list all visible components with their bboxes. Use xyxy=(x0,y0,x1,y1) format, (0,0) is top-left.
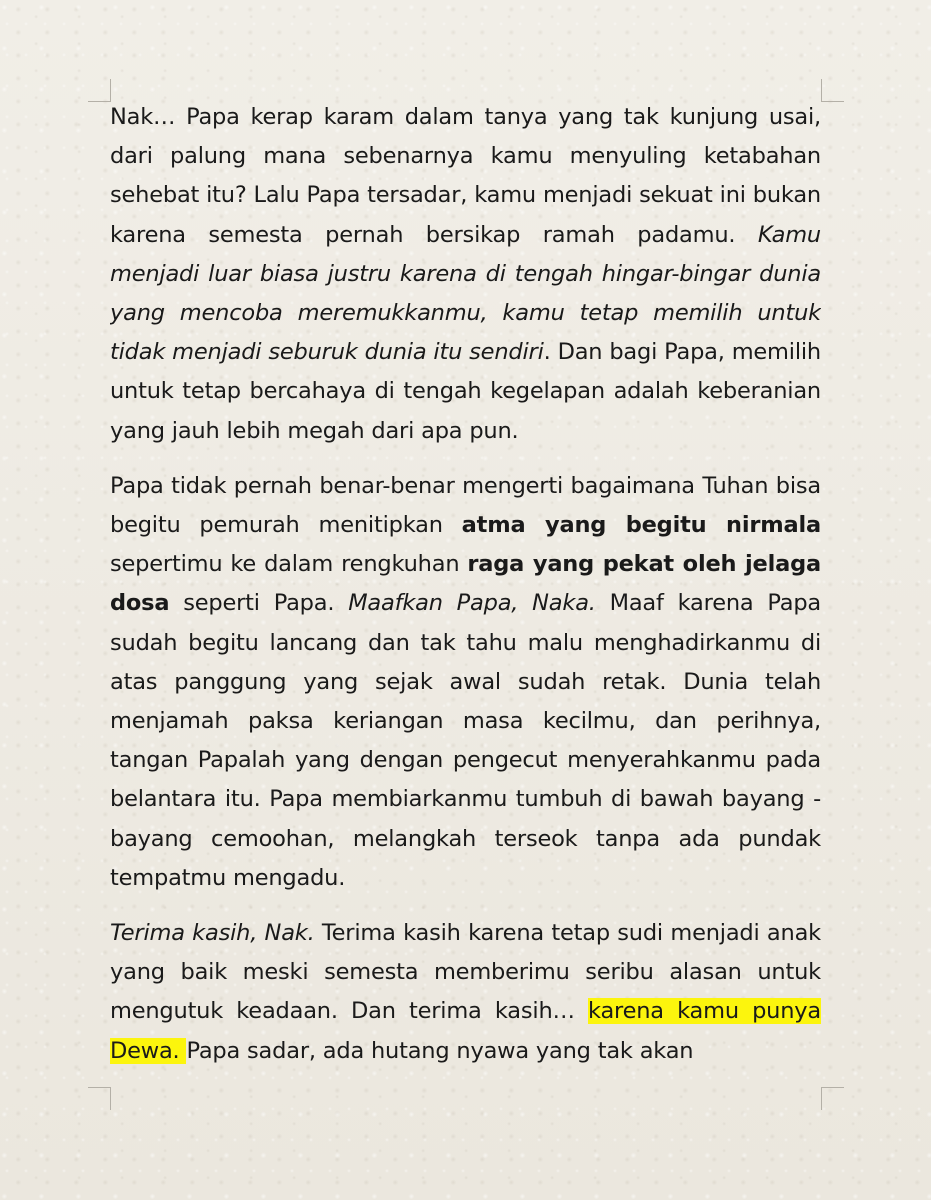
text-run: Papa tidak pernah benar-benar mengerti bagaimana Tuhan bisa begitu pemurah menitipkan xyxy=(110,472,821,539)
page-corner-mark-top-right xyxy=(821,79,844,102)
paragraph xyxy=(110,98,821,451)
italic-text-run: Terima kasih, Nak. xyxy=(110,920,315,947)
highlighted-text-run: karena kamu punya Dewa. xyxy=(110,998,821,1064)
bold-text-run: raga yang pekat oleh jelaga dosa xyxy=(110,551,821,617)
document-body xyxy=(110,98,821,1078)
paragraph xyxy=(110,914,821,1071)
page-corner-mark-top-left xyxy=(88,79,111,102)
bold-text-run: atma yang begitu nirmala xyxy=(461,512,821,539)
italic-text-run: Kamu menjadi luar biasa justru karena di tengah hingar-bingar dunia yang mencoba meremukkanmu, kamu tetap memilih untuk tidak menjadi seburuk dunia itu sendiri xyxy=(110,221,821,366)
page-corner-mark-bottom-left xyxy=(88,1087,111,1110)
text-run: Terima kasih karena tetap sudi menjadi anak yang baik meski semesta memberimu seribu alasan untuk mengutuk keadaan. Dan terima kasih… xyxy=(110,920,821,1025)
italic-text-run: Maafkan Papa, Naka. xyxy=(348,590,596,617)
text-run: Papa sadar, ada hutang nyawa yang tak akan xyxy=(186,1037,694,1064)
text-run: Maaf karena Papa sudah begitu lancang dan tak tahu malu menghadirkanmu di atas panggung yang sejak awal sudah retak. Dunia telah menjamah paksa keriangan masa kecilmu, dan perihnya, tangan Papalah yang dengan pengecut menyerahkanmu pada belantara itu. Papa membiarkanmu tumbuh di bawah bayang -bayang cemoohan, melangkah terseok tanpa ada pundak tempatmu mengadu. xyxy=(110,590,821,891)
paragraph xyxy=(110,467,821,898)
page-corner-mark-bottom-right xyxy=(821,1087,844,1110)
text-run: Nak… Papa kerap karam dalam tanya yang tak kunjung usai, dari palung mana sebenarnya kamu menyuling ketabahan sehebat itu? Lalu Papa tersadar, kamu menjadi sekuat ini bukan karena semesta pernah bersikap ramah padamu. xyxy=(110,104,821,248)
text-run: sepertimu ke dalam rengkuhan xyxy=(110,551,468,578)
text-run: . Dan bagi Papa, memilih untuk tetap bercahaya di tengah kegelapan adalah keberanian yang jauh lebih megah dari apa pun. xyxy=(110,339,821,444)
text-run: seperti Papa. xyxy=(169,590,349,617)
